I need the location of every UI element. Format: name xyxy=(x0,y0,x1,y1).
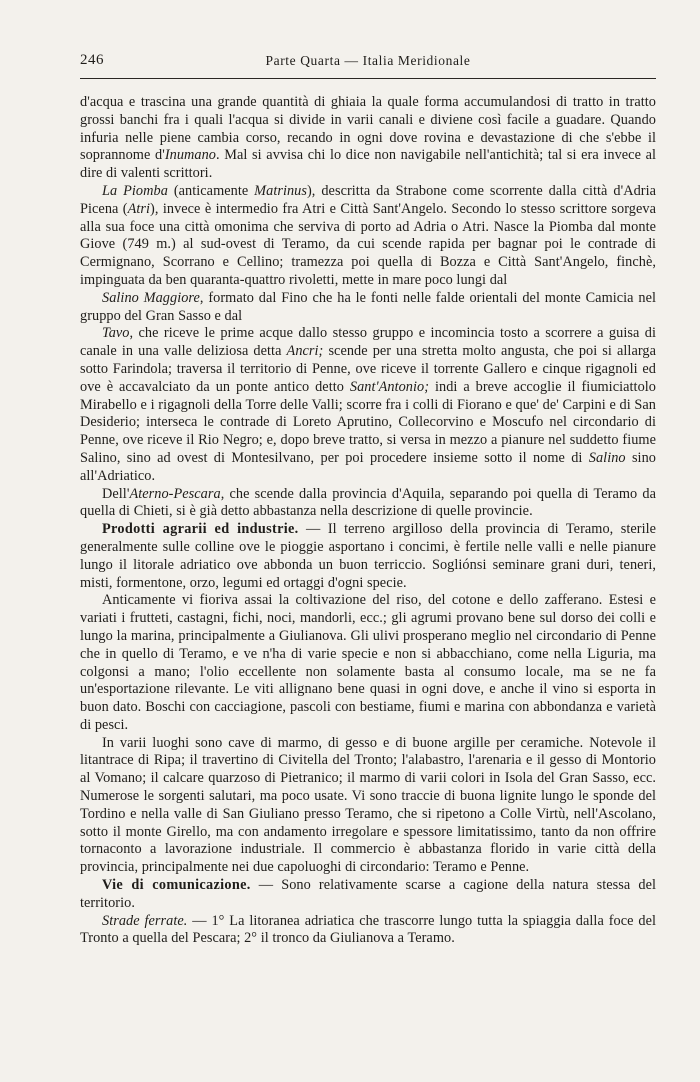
text-run: d'acqua e trascina una grande quantità di ghiaia la quale forma accumulandosi di tratto in tratto grossi banchi fra i quali l'acqua si divide in varii canali e diviene così facile a guadare. Quando infuria nelle piene cambia corso, recando in ogni dove rovina e devastazione di che s'ebbe il soprannome d' xyxy=(80,94,656,164)
body-text xyxy=(80,94,656,948)
text-run: . Mal si avvisa chi lo dice non navigabile nell'antichità; tal si era invece al dire di valenti scrittori. xyxy=(80,147,657,182)
text-run: indi a breve accoglie il fiumiciattolo Mirabello e i rigagnoli della Torre delle Valli; scorre fra i colli di Fiorano e que' de' Carpini e di San Desiderio; interseca le contrade di Loreto Aprutino, Collecorvino e Moscufo nel circondario di Penne, ove riceve il Rio Negro; e, dopo breve tratto, si versa in mezzo a pianure nel suddetto fiume Salino, sino ad ovest di Montesilvano, per poi procedere insieme sotto il nome di xyxy=(80,378,656,466)
text-run: Anticamente vi fioriva assai la coltivazione del riso, del cotone e dello zafferano. Estesi e variati i frutteti, castagni, fichi, noci, mandorli, ecc.; gli agrumi provano bene sul dorso dei colli e lungo la marina, principalmente a Giulianova. Gli ulivi prosperano meglio nel circondario di Penne che in quello di Teramo, e ve n'ha di varie specie e non si abbacchiano, come nella Liguria, ma colgonsi a mano; l'olio eccellente non solamente basta al consumo locale, ma se ne fa un'esportazione rilevante. Le viti allignano bene quasi in ogni dove, e anche il vino si esporta in buon dato. Boschi con cacciagione, pascoli con bestiame, fiumi e marina con abbondanza e varietà di pesci. xyxy=(80,592,656,733)
page-number: 246 xyxy=(80,52,104,68)
paragraph-p1 xyxy=(80,94,656,183)
paragraph-p8 xyxy=(80,735,656,877)
text-run: ), descritta da Strabone come scorrente dalla città d'Adria Picena ( xyxy=(80,182,657,217)
text-run: — Sono relativamente scarse a cagione della natura stessa del territorio. xyxy=(80,877,657,911)
italic-term: La Piomba xyxy=(102,182,168,199)
italic-term: Strade ferrate. xyxy=(102,912,188,929)
page-header xyxy=(80,52,656,74)
text-run: ), invece è intermedio fra Atri e Città Sant'Angelo. Secondo lo stesso scrittore sorgeva alla sua foce una città omonima che serviva di porto ad Adria o Atri. Nasce la Piomba dal monte Giove (749 m.) al sud-ovest di Teramo, da cui scende rapida per bagnar poi le contrade di Cermignano, Scorrano e Cellino; tramezza poi quella di Bozza e Città Sant'Angelo, finchè, impinguata da ben quaranta-quattro rivoletti, mette in mare poco lungi dal xyxy=(80,200,656,288)
italic-term: Sant'Antonio; xyxy=(349,378,430,395)
text-run: In varii luoghi sono cave di marmo, di gesso e di buone argille per ceramiche. Notevole il litantrace di Ripa; il travertino di Civitella del Tronto; l'alabastro, l'arenaria e il gesso di Montorio al Vomano; il calcare quarzoso di Pietranico; il marmo di varii colori in Isola del Gran Sasso, ecc. Numerose le sorgenti salutari, ma poco usate. Vi sono traccie di buona lignite lungo le sponde del Tordino e nella valle di San Giuliano presso Teramo, che si ripetono a Colle Virtù, nell'Ascolano, sotto il monte Girello, ma con andamento irregolare e spessore limitatissimo, tanto da non offrire tornaconto a lavorazione industriale. Il commercio è abbastanza florido in varie città della provincia, principalmente nei due capoluoghi di circondario: Teramo e Penne. xyxy=(80,734,656,876)
running-title: Parte Quarta — Italia Meridionale xyxy=(265,53,471,68)
text-run: , che scende dalla provincia d'Aquila, separando poi quella di Teramo da quella di Chieti, si è già detto abbastanza nella descrizione di quelle provincie. xyxy=(80,485,656,520)
section-heading: Prodotti agrarii ed industrie. xyxy=(102,521,299,538)
italic-term: Salino xyxy=(588,449,626,466)
italic-term: Aterno-Pescara xyxy=(129,485,221,502)
text-run: , formato dal Fino che ha le fonti nelle falde orientali del monte Camicia nel gruppo del Gran Sasso e dal xyxy=(80,289,657,324)
text-run: , che riceve le prime acque dallo stesso gruppo e incomincia tosto a scorrere a guisa di canale in una valle deliziosa detta xyxy=(80,325,656,360)
paragraph-p4 xyxy=(80,325,656,485)
text-run: Dell' xyxy=(102,485,130,502)
italic-term: Inumano xyxy=(164,147,217,164)
paragraph-p2 xyxy=(80,183,656,290)
italic-term: Salino Maggiore xyxy=(102,289,200,306)
italic-term: Atri xyxy=(127,200,151,217)
header-rule xyxy=(80,78,656,79)
paragraph-p10 xyxy=(80,913,656,949)
text-run: sino all'Adriatico. xyxy=(80,449,656,484)
text-run: — 1° La litoranea adriatica che trascorre lungo tutta la spiaggia dalla foce del Tronto a quella del Pescara; 2° il tronco da Giulianova a Teramo. xyxy=(80,912,657,947)
paragraph-p6 xyxy=(80,521,656,592)
paragraph-p5 xyxy=(80,486,656,522)
paragraph-p3 xyxy=(80,290,656,326)
text-run: — Il terreno argilloso della provincia di Teramo, sterile generalmente sulle colline ove le pioggie asportano i concimi, è fertile nelle valli e nelle pianure lungo il litorale adriatico ove abbonda un buon terriccio. Sogliónsi seminare grani duri, teneri, misti, formentone, orzo, legumi ed ortaggi d'ogni specie. xyxy=(80,521,657,591)
text-run: scende per una stretta molto angusta, che poi si allarga sotto Farindola; traversa il territorio di Penne, ove riceve il torrente Gallero e cinque rigagnoli ed ove è accavalciato da un ponte antico detto xyxy=(80,343,656,395)
paragraph-p7 xyxy=(80,592,656,734)
italic-term: Ancri; xyxy=(286,343,324,360)
paragraph-p9 xyxy=(80,877,656,913)
italic-term: Matrinus xyxy=(254,182,307,199)
text-run: (anticamente xyxy=(167,182,255,199)
section-heading: Vie di comunicazione. xyxy=(102,877,251,894)
italic-term: Tavo xyxy=(102,325,130,342)
